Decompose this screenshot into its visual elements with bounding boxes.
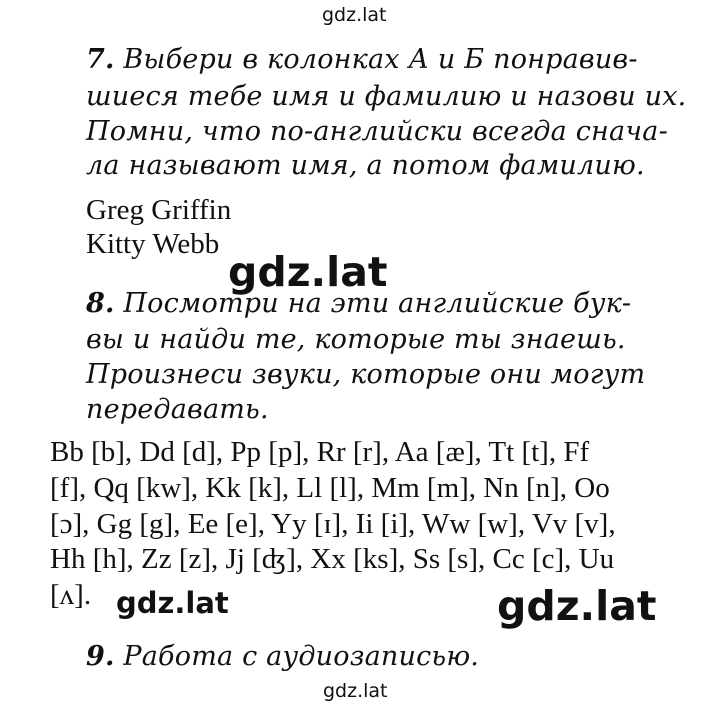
letters-line-5: [ʌ]. (50, 579, 92, 611)
watermark-medium: gdz.lat (116, 586, 229, 620)
task8-line-3: Произнеси звуки, которые они могут (86, 359, 646, 390)
watermark-top: gdz.lat (322, 4, 387, 26)
letters-line-1: Bb [b], Dd [d], Pp [p], Rr [r], Aa [æ], Tt [t], Ff (50, 436, 590, 468)
task8-number: 8. (86, 288, 115, 319)
letters-line-3: [ɔ], Gg [g], Ee [e], Yy [ɪ], Ii [i], Ww [w], Vv [v], (50, 508, 616, 540)
watermark-bottom: gdz.lat (323, 680, 388, 702)
task8-text-1: Посмотри на эти английские бук- (123, 288, 632, 319)
letters-line-4: Hh [h], Zz [z], Jj [ʤ], Xx [ks], Ss [s], Cc [c], Uu (50, 543, 615, 575)
task7-line-1 (86, 44, 638, 75)
letters-line-2: [f], Qq [kw], Kk [k], Ll [l], Mm [m], Nn [n], Oo (50, 472, 610, 504)
task7-line-3: Помни, что по-английски всегда сначa- (86, 116, 668, 147)
watermark-large-1: gdz.lat (228, 248, 388, 296)
task9-number: 9. (86, 641, 115, 672)
task7-text-1: Выбери в колонках А и Б понравив- (123, 44, 638, 75)
task9-line (86, 641, 479, 672)
task7-line-4: ла называют имя, а потом фамилию. (86, 150, 645, 181)
watermark-large-2: gdz.lat (497, 582, 657, 630)
name-kitty-webb: Kitty Webb (86, 228, 220, 260)
task8-line-1 (86, 288, 631, 319)
task8-line-2: вы и найди те, которые ты знаешь. (86, 324, 626, 355)
task7-number: 7. (86, 44, 115, 75)
task7-line-2: шиеся тебе имя и фамилию и назови их. (86, 81, 687, 112)
task9-text: Работа с аудиозаписью. (123, 641, 480, 672)
name-greg-griffin: Greg Griffin (86, 194, 232, 226)
task8-line-4: передавать. (86, 394, 269, 425)
